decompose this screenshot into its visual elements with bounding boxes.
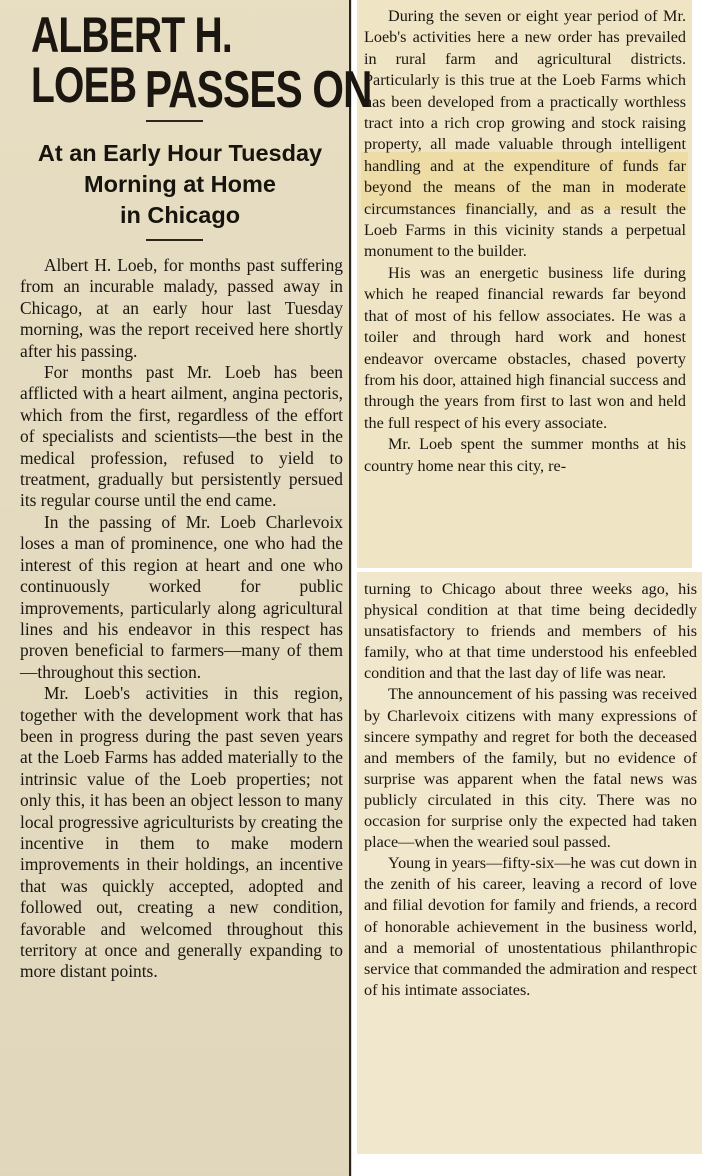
paragraph: Mr. Loeb spent the summer months at his country home near this city, re- xyxy=(364,435,686,475)
subhead-line: At an Early Hour Tuesday xyxy=(37,140,323,166)
paragraph: turning to Chicago about three weeks ago, his physical condition at that time being decidedly unsatisfactory to friends and members of his family, who at that time understood his enfeebled condition and that the last day of life was near. xyxy=(364,580,697,683)
paragraph: His was an energetic business life during which he reaped financial rewards far beyond that of most of his fellow associates. He was a toiler and through hard work and honest endeavor overcame obstacles, chased poverty from his door, attained high financial success and through the years from first to last won and held the full respect of his every associate. xyxy=(364,263,686,432)
right-column-bottom-body xyxy=(364,579,697,1001)
paragraph: The announcement of his passing was received by Charlevoix citizens with many expressions of sincere sympathy and regret for both the deceased and members of the family, but no evidence of surprise was apparent when the fatal news was publicly circulated in this city. There was no occasion for surprise only the expected had taken place—when the wearied soul passed. xyxy=(364,685,697,852)
subheadline xyxy=(10,138,350,231)
paragraph: In the passing of Mr. Loeb Charlevoix loses a man of prominence, one who had the interest of this region at heart and one who continuously worked for public improvements, particularly along agricultural lines and his endeavor in this respect has proven beneficial to farmers—many of them—throughout this section. xyxy=(20,511,343,682)
paragraph: Albert H. Loeb, for months past suffering from an incurable malady, passed away in Chicago, at an early hour last Tuesday morning, was the report received here shortly after his passing. xyxy=(20,255,343,361)
headline-line-2: PASSES ON xyxy=(145,61,372,119)
subhead-line: Morning at Home xyxy=(84,171,276,197)
rule-divider-top xyxy=(146,120,203,122)
paragraph: During the seven or eight year period of Mr. Loeb's activities here a new order has prevailed in rural farm and agricultural districts. Particularly is this true at the Loeb Farms which has been developed from a practically worthless tract into a rich crop growing and stock raising property, all made valuable through intelligent handling and at the expenditure of funds far beyond the means of the man in moderate circumstances financially, and as a result the Loeb Farms in this vicinity stands a perpetual monument to the builder. xyxy=(364,7,686,261)
paragraph: Young in years—fifty-six—he was cut down in the zenith of his career, leaving a record of love and filial devotion for family and friends, a record of honorable achievement in the business world, and a memorial of unostentatious philanthropic service that commanded the admiration and respect of his intimate associates. xyxy=(364,854,697,999)
headline-line-1: ALBERT H. LOEB xyxy=(31,7,232,113)
rule-divider-bottom xyxy=(146,239,203,241)
paragraph: For months past Mr. Loeb has been afflicted with a heart ailment, angina pectoris, which from the first, regardless of the effort of specialists and scientists—the best in the medical profession, refused to yield to treatment, gradually but persistently persued its regular course until the end came. xyxy=(20,362,343,511)
paragraph: Mr. Loeb's activities in this region, together with the development work that has been in progress during the past seven years at the Loeb Farms has added materially to the intrinsic value of the Loeb properties; not only this, it has been an object lesson to many local progressive agriculturists by creating the incentive in them to make modern improvements in their holdings, an incentive that was quickly accepted, adopted and followed out, creating a new condition, favorable and welcomed throughout this territory at once and generally expanding to more distant points. xyxy=(20,683,343,982)
subhead-line: in Chicago xyxy=(119,202,241,228)
left-column-body xyxy=(20,255,343,983)
right-column-top-body xyxy=(364,6,686,477)
